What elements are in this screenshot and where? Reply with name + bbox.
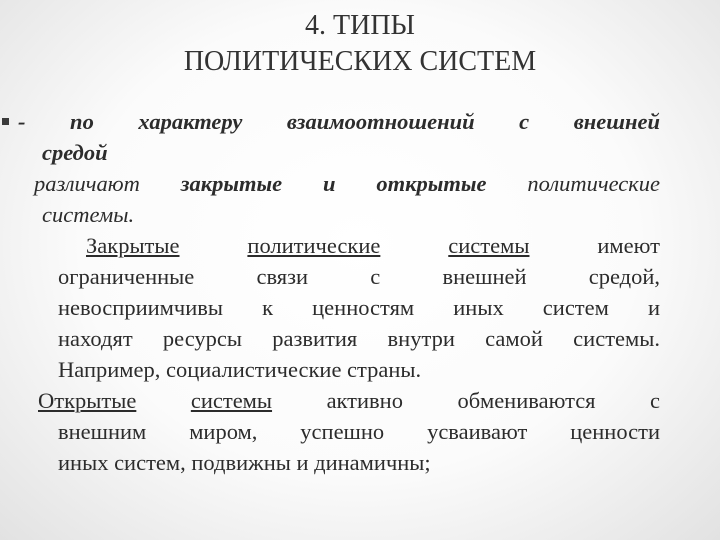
intro-line-2: системы. — [42, 202, 135, 227]
intro-line-1 — [34, 168, 660, 199]
intro-open: открытые — [376, 171, 487, 196]
title-line-2: ПОЛИТИЧЕСКИХ СИСТЕМ — [183, 46, 537, 77]
open-systems-word: системы — [190, 388, 273, 413]
open-line-1 — [38, 385, 660, 416]
title-line-1: 4. ТИПЫ — [305, 10, 415, 41]
closed-line-2: ограниченные связи с внешней средой, — [58, 264, 660, 289]
open-line-3: иных систем, подвижны и динамичны; — [58, 450, 431, 475]
square-bullet-icon — [2, 118, 9, 125]
slide-body — [18, 106, 661, 478]
closed-line-1 — [38, 230, 660, 261]
closed-line-3: невосприимчивы к ценностям иных систем и — [58, 295, 660, 320]
closed-line-4: находят ресурсы развития внутри самой системы. — [58, 326, 660, 351]
closed-line-5: Например, социалистические страны. — [58, 357, 422, 382]
have-word: имеют — [597, 233, 660, 258]
intro-political: политические — [527, 171, 661, 196]
open-line-2: внешним миром, успешно усваивают ценности — [58, 419, 660, 444]
political-word: политические — [247, 233, 381, 258]
closed-word: Закрытые — [86, 233, 180, 258]
bullet-heading-line-1: - по характеру взаимоотношений с внешней — [18, 109, 660, 134]
intro-closed: закрытые — [180, 171, 283, 196]
bullet-heading-line-2: средой — [42, 140, 108, 165]
intro-differ: различают — [34, 171, 140, 196]
slide-title — [0, 8, 720, 80]
systems-word: системы — [448, 233, 530, 258]
open-word: Открытые — [38, 388, 137, 413]
open-rest: активно обмениваются с — [326, 388, 661, 413]
intro-and: и — [323, 171, 336, 196]
